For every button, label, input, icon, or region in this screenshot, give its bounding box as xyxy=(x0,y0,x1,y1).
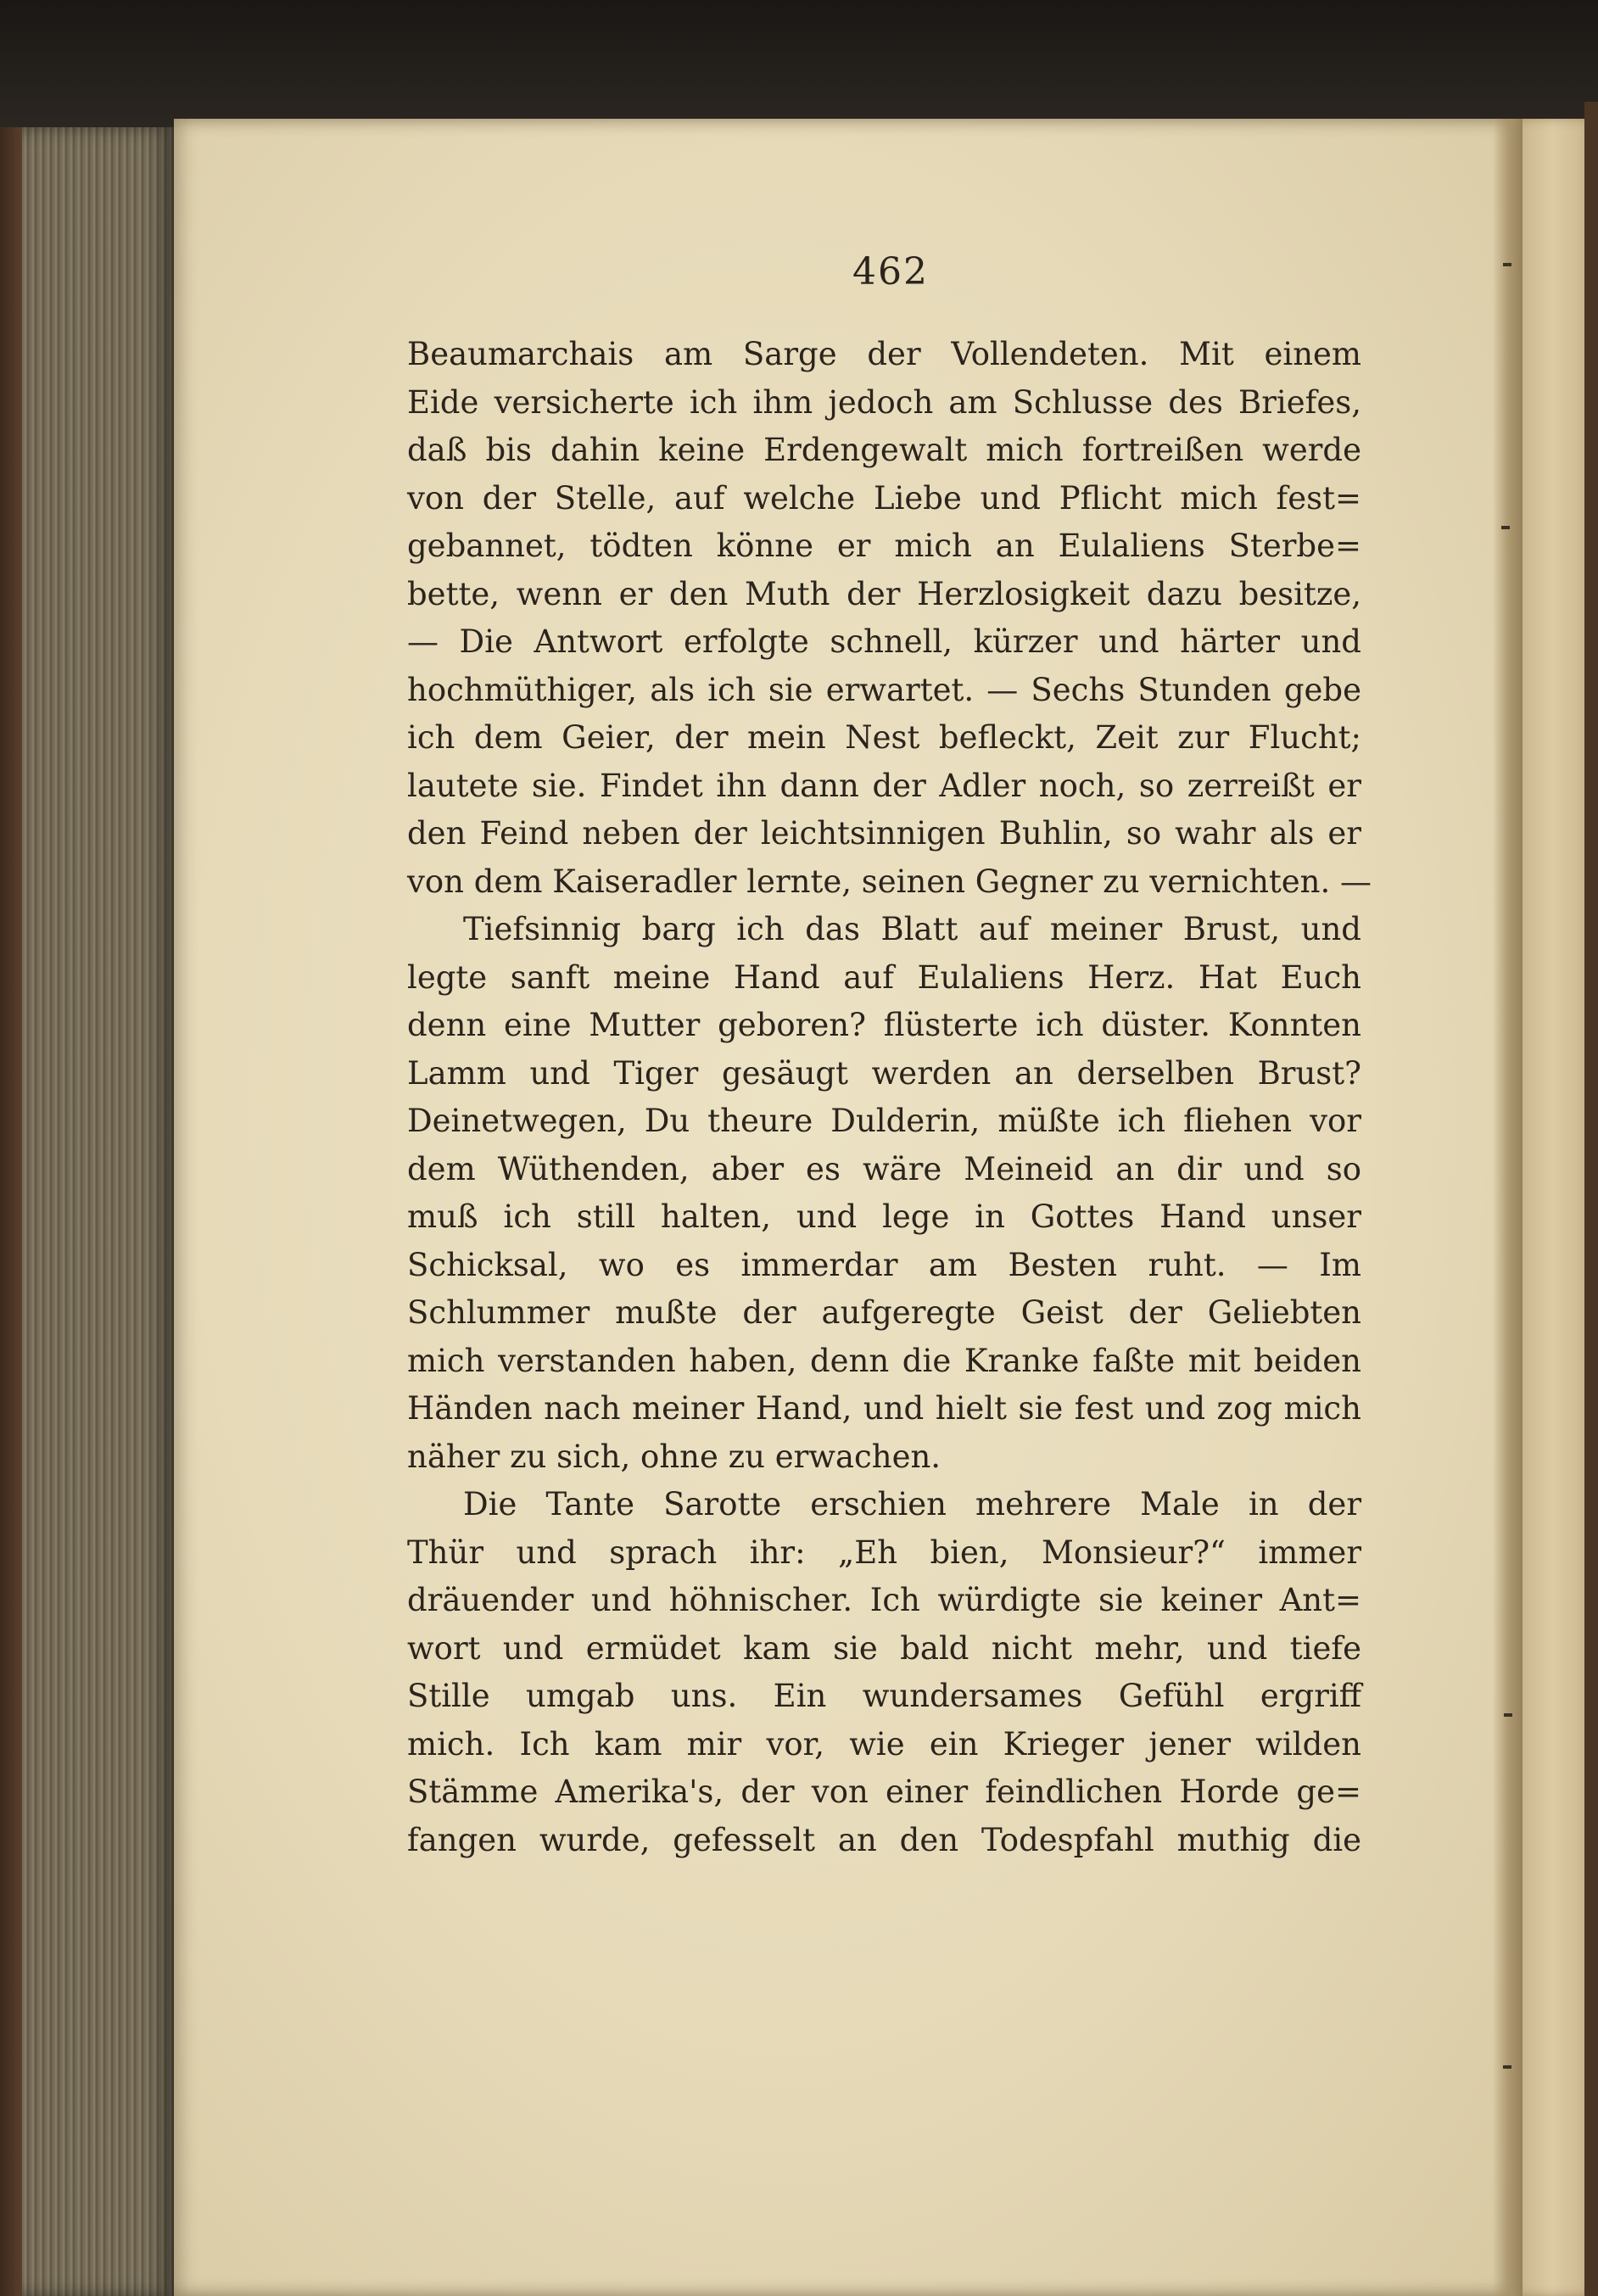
text-line: wort und ermüdet kam sie bald nicht mehr, und tiefe xyxy=(407,1629,1361,1667)
text-line: den Feind neben der leichtsinnigen Buhlin, so wahr als er xyxy=(407,815,1361,852)
text-line: hochmüthiger, als ich sie erwartet. — Sechs Stunden gebe xyxy=(407,671,1361,708)
page-number: 462 xyxy=(852,250,929,293)
text-line: Eide versicherte ich ihm jedoch am Schlusse des Briefes, xyxy=(407,383,1361,421)
book-cover-edge xyxy=(0,127,22,2296)
text-line: Lamm und Tiger gesäugt werden an derselben Brust? xyxy=(407,1054,1361,1092)
text-line: fangen wurde, gefesselt an den Todespfahl muthig die xyxy=(407,1821,1361,1858)
scan-background-top xyxy=(0,0,1598,127)
text-line: von der Stelle, auf welche Liebe und Pflicht mich fest= xyxy=(407,479,1361,517)
text-line: mich verstanden haben, denn die Kranke faßte mit beiden xyxy=(407,1342,1361,1379)
text-line: Tiefsinnig barg ich das Blatt auf meiner Brust, und xyxy=(463,911,1361,947)
text-line: Stämme Amerika's, der von einer feindlichen Horde ge= xyxy=(407,1774,1361,1810)
text-line: lautete sie. Findet ihn dann der Adler noch, so zerreißt er xyxy=(407,767,1361,804)
page-mark xyxy=(1503,2065,1511,2069)
paragraph xyxy=(407,1481,1361,1864)
text-line: muß ich still halten, und lege in Gottes Hand unser xyxy=(407,1198,1361,1235)
page-body-text xyxy=(407,331,1372,1864)
text-line: denn eine Mutter geboren? flüsterte ich düster. Konnten xyxy=(407,1007,1361,1043)
page-mark xyxy=(1503,263,1511,266)
paragraph xyxy=(407,906,1361,1481)
text-line: dräuender und höhnischer. Ich würdigte sie keiner Ant= xyxy=(407,1582,1361,1618)
text-line: Schicksal, wo es immerdar am Besten ruht. — Im xyxy=(407,1246,1361,1283)
text-line: dem Wüthenden, aber es wäre Meineid an dir und so xyxy=(407,1150,1361,1187)
text-line: daß bis dahin keine Erdengewalt mich fortreißen werde xyxy=(407,432,1361,468)
text-line: von dem Kaiseradler lernte, seinen Gegner zu vernichten. — xyxy=(407,863,1372,900)
text-line: Thür und sprach ihr: „Eh bien, Monsieur?“ immer xyxy=(407,1533,1361,1571)
text-line: Die Tante Sarotte erschien mehrere Male in der xyxy=(463,1486,1361,1522)
book-cover-right xyxy=(1584,102,1598,2296)
text-line: — Die Antwort erfolgte schnell, kürzer und härter und xyxy=(407,623,1361,660)
page-mark xyxy=(1501,526,1510,529)
book-page-edges xyxy=(0,127,178,2296)
text-line: gebannet, tödten könne er mich an Eulaliens Sterbe= xyxy=(407,528,1361,564)
text-line: ich dem Geier, der mein Nest befleckt, Zeit zur Flucht; xyxy=(407,719,1361,756)
text-line: Stille umgab uns. Ein wundersames Gefühl ergriff xyxy=(407,1678,1361,1714)
text-line: bette, wenn er den Muth der Herzlosigkeit dazu besitze, xyxy=(407,575,1361,612)
paragraph xyxy=(407,331,1372,906)
text-line: Händen nach meiner Hand, und hielt sie fest und zog mich xyxy=(407,1390,1361,1427)
text-line: Beaumarchais am Sarge der Vollendeten. Mit einem xyxy=(407,336,1361,372)
text-line: mich. Ich kam mir vor, wie ein Krieger jener wilden xyxy=(407,1725,1361,1763)
text-line: näher zu sich, ohne zu erwachen. xyxy=(407,1438,941,1475)
text-line: Schlummer mußte der aufgeregte Geist der Geliebten xyxy=(407,1294,1361,1331)
page-mark xyxy=(1504,1713,1512,1717)
text-line: Deinetwegen, Du theure Dulderin, müßte ich fliehen vor xyxy=(407,1103,1361,1139)
text-line: legte sanft meine Hand auf Eulaliens Herz. Hat Euch xyxy=(407,958,1361,996)
